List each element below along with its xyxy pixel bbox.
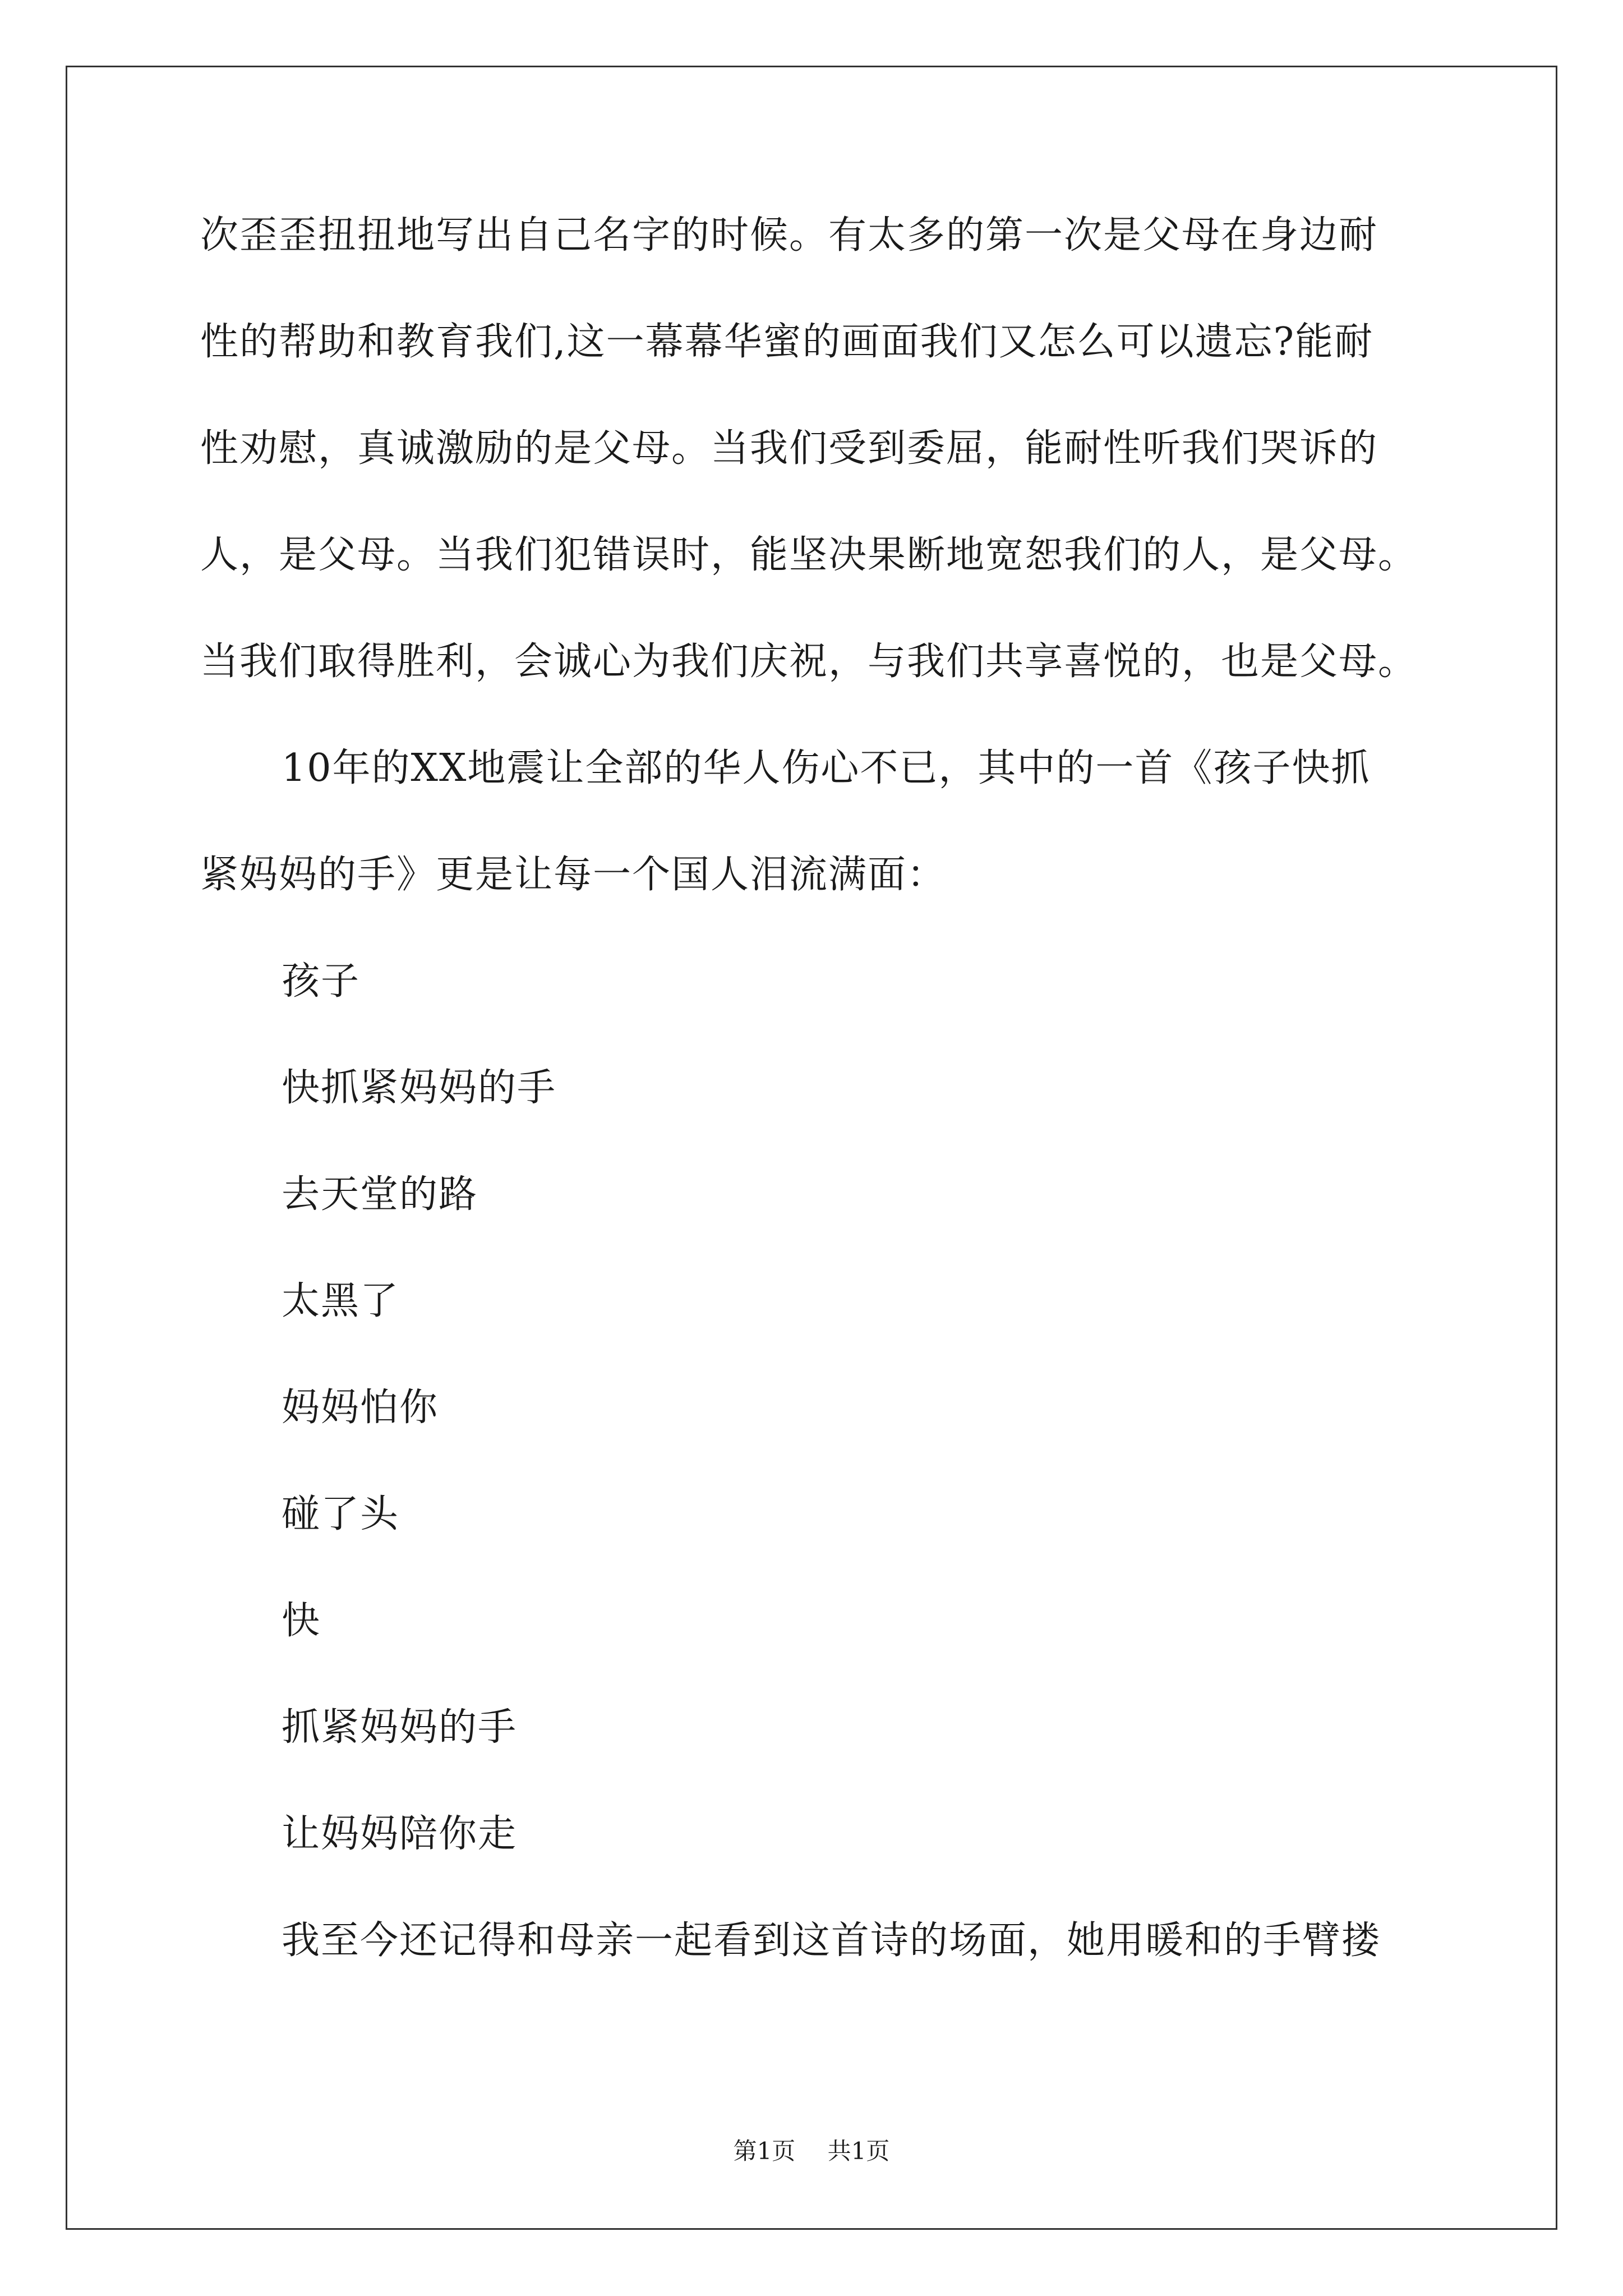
text-line: 性劝慰，真诚激励的是父母。当我们受到委屈，能耐性听我们哭诉的 [200,426,1378,471]
text-line: 紧妈妈的手》更是让每一个国人泪流满面： [200,853,947,897]
poem-line: 妈妈怕你 [282,1386,439,1430]
poem-line: 快抓紧妈妈的手 [282,1066,557,1110]
poem-line: 孩子 [282,959,361,1004]
text-line: 次歪歪扭扭地写出自己名字的时候。有太多的第一次是父母在身边耐 [200,213,1378,257]
page-number-total: 共1页 [827,2137,890,2165]
text-line: 性的帮助和教育我们,这一幕幕华蜜的画面我们又怎么可以遗忘?能耐 [200,320,1374,364]
text-line: 当我们取得胜利，会诚心为我们庆祝，与我们共享喜悦的，也是父母。 [200,639,1418,684]
poem-line: 抓紧妈妈的手 [282,1705,518,1750]
document-body [200,208,1434,2019]
text-line: 10年的XX地震让全部的华人伤心不已，其中的一首《孩子快抓 [282,746,1371,790]
page-number-current: 第1页 [733,2137,796,2165]
poem-line: 快 [282,1599,321,1643]
poem-line: 去天堂的路 [282,1172,478,1217]
poem-line: 碰了头 [282,1492,400,1536]
poem-line: 太黑了 [282,1279,400,1323]
page-footer [0,2134,1623,2168]
text-line: 人，是父母。当我们犯错误时，能坚决果断地宽恕我们的人，是父母。 [200,533,1418,577]
poem-line: 让妈妈陪你走 [282,1812,518,1856]
text-line: 我至今还记得和母亲一起看到这首诗的场面，她用暖和的手臂搂 [282,1918,1381,1963]
